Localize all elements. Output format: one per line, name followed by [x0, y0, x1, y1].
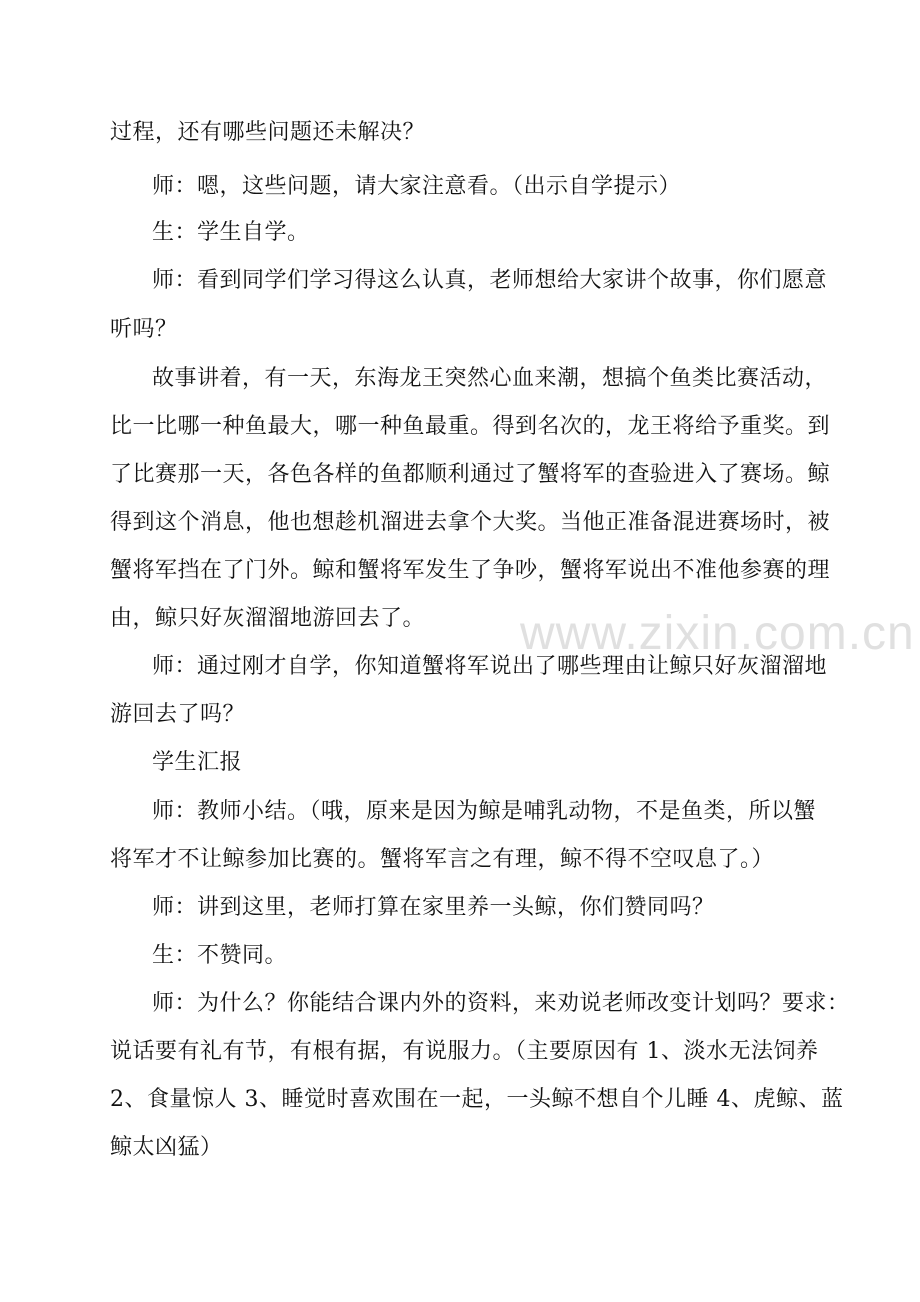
text-line-6: 故事讲着，有一天，东海龙王突然心血来潮，想搞个鱼类比赛活动，	[152, 366, 828, 391]
text-line-3: 生：学生自学。	[152, 220, 310, 245]
text-line-1: 过程，还有哪些问题还未解决？	[110, 120, 426, 145]
text-line-13: 游回去了吗？	[110, 702, 246, 727]
text-line-17: 师：讲到这里，老师打算在家里养一头鲸，你们赞同吗？	[152, 895, 715, 920]
text-line-22: 鲸太凶猛）	[110, 1135, 223, 1160]
text-line-10: 蟹将军挡在了门外。鲸和蟹将军发生了争吵，蟹将军说出不准他参赛的理	[110, 558, 831, 583]
text-line-2: 师：嗯，这些问题，请大家注意看。（出示自学提示）	[152, 174, 682, 199]
text-line-14: 学生汇报	[152, 750, 243, 775]
text-line-15: 师：教师小结。（哦，原来是因为鲸是哺乳动物，不是鱼类，所以蟹	[152, 799, 817, 824]
text-line-19: 师：为什么？你能结合课内外的资料，来劝说老师改变计划吗？要求：	[152, 991, 850, 1016]
watermark: www.zixin.com.cn	[520, 607, 915, 660]
text-line-18: 生：不赞同。	[152, 943, 288, 968]
text-line-16: 将军才不让鲸参加比赛的。蟹将军言之有理，鲸不得不空叹息了。）	[110, 847, 775, 872]
text-line-21: 2、食量惊人 3、睡觉时喜欢围在一起，一头鲸不想自个儿睡 4、虎鲸、蓝	[110, 1087, 844, 1112]
text-line-12: 师：通过刚才自学，你知道蟹将军说出了哪些理由让鲸只好灰溜溜地	[152, 654, 828, 679]
text-line-8: 了比赛那一天，各色各样的鱼都顺利通过了蟹将军的查验进入了赛场。鲸	[110, 462, 831, 487]
text-line-9: 得到这个消息，他也想趁机溜进去拿个大奖。当他正准备混进赛场时，被	[110, 510, 831, 535]
text-line-4: 师：看到同学们学习得这么认真，老师想给大家讲个故事，你们愿意	[152, 268, 828, 293]
text-line-5: 听吗？	[110, 317, 178, 342]
text-line-20: 说话要有礼有节，有根有据，有说服力。（主要原因有 1、淡水无法饲养	[110, 1039, 819, 1064]
text-line-11: 由，鲸只好灰溜溜地游回去了。	[110, 606, 426, 631]
text-line-7: 比一比哪一种鱼最大，哪一种鱼最重。得到名次的，龙王将给予重奖。到	[110, 414, 831, 439]
